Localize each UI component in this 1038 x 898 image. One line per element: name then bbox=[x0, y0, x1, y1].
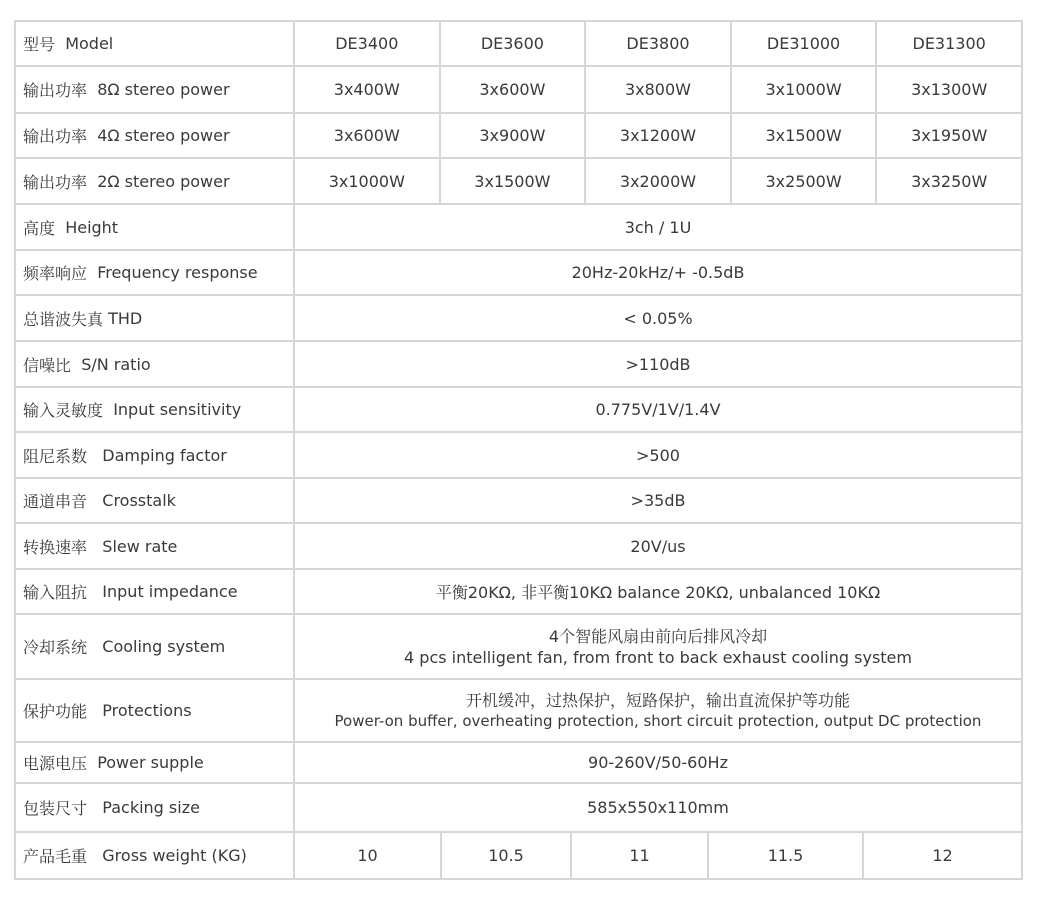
value-cell: 11.5 bbox=[707, 833, 862, 878]
row-protections bbox=[16, 678, 1021, 741]
value-cell: 3x2000W bbox=[584, 159, 730, 203]
label-cn: 总谐波失真 bbox=[23, 309, 104, 329]
label-en: Gross weight (KG) bbox=[102, 846, 247, 865]
row-model bbox=[16, 22, 1021, 65]
label-cn: 高度 bbox=[23, 218, 56, 238]
value-cell: 90-260V/50-60Hz bbox=[588, 753, 728, 772]
label-frequency-response bbox=[16, 251, 295, 294]
label-cn: 输出功率 bbox=[23, 127, 88, 146]
label-cn: 电源电压 bbox=[23, 754, 88, 773]
label-cn: 保护功能 bbox=[23, 702, 88, 721]
value-cell: 平衡20KΩ, 非平衡10KΩ balance 20KΩ, unbalanced 10KΩ bbox=[435, 583, 881, 602]
row-height bbox=[16, 203, 1021, 249]
spec-table bbox=[14, 20, 1023, 880]
row-power-4ohm bbox=[16, 112, 1021, 157]
row-crosstalk bbox=[16, 477, 1021, 522]
label-en: Input impedance bbox=[102, 582, 238, 601]
label-packing-size bbox=[16, 784, 295, 831]
label-cn: 包装尺寸 bbox=[23, 799, 88, 818]
value-cell: 3ch / 1U bbox=[624, 217, 692, 237]
value-cell: >35dB bbox=[630, 491, 686, 510]
label-cn: 冷却系统 bbox=[23, 638, 88, 657]
label-en: Power supple bbox=[97, 753, 204, 772]
value-cell: >500 bbox=[636, 445, 680, 465]
label-en: Packing size bbox=[102, 798, 200, 817]
value-cn: 4个智能风扇由前向后排风冷却 bbox=[548, 626, 768, 646]
label-cn: 输出功率 bbox=[23, 172, 88, 192]
label-cn: 型号 bbox=[23, 35, 56, 54]
label-en: S/N ratio bbox=[81, 354, 151, 374]
row-power-supply bbox=[16, 741, 1021, 782]
label-en: THD bbox=[108, 308, 143, 328]
value-cell: 3x1300W bbox=[875, 67, 1021, 112]
label-cn: 输出功率 bbox=[23, 81, 88, 100]
row-damping-factor bbox=[16, 431, 1021, 477]
label-cn: 阻尼系数 bbox=[23, 446, 88, 466]
label-input-impedance bbox=[16, 570, 295, 613]
value-cell bbox=[295, 680, 1021, 741]
label-en: Damping factor bbox=[102, 445, 227, 465]
label-protections bbox=[16, 680, 295, 741]
value-cell: 3x900W bbox=[439, 114, 585, 157]
label-en: Protections bbox=[102, 701, 192, 720]
row-thd bbox=[16, 294, 1021, 340]
value-cell: 3x600W bbox=[333, 126, 400, 145]
model-cell: DE31300 bbox=[875, 22, 1021, 65]
row-power-2ohm bbox=[16, 157, 1021, 203]
label-model bbox=[16, 22, 295, 65]
value-cell: 10.5 bbox=[440, 833, 570, 878]
model-cell: DE3400 bbox=[335, 34, 399, 53]
label-power-2ohm bbox=[16, 159, 295, 203]
label-cn: 输入阻抗 bbox=[23, 583, 88, 602]
label-en: 8Ω stereo power bbox=[97, 80, 230, 99]
row-cooling-system bbox=[16, 613, 1021, 678]
label-thd bbox=[16, 296, 295, 340]
value-cn: 开机缓冲，过热保护，短路保护，输出直流保护等功能 bbox=[465, 690, 850, 710]
label-slew-rate bbox=[16, 524, 295, 568]
label-cn: 通道串音 bbox=[23, 492, 88, 511]
value-cell: 3x1200W bbox=[584, 114, 730, 157]
label-en: Height bbox=[65, 217, 119, 237]
label-height bbox=[16, 205, 295, 249]
value-cell: 3x800W bbox=[584, 67, 730, 112]
label-cn: 输入灵敏度 bbox=[23, 401, 104, 420]
value-cell: 11 bbox=[570, 833, 707, 878]
row-power-8ohm bbox=[16, 65, 1021, 112]
label-en: Slew rate bbox=[102, 536, 178, 556]
value-cell: 20Hz-20kHz/+ -0.5dB bbox=[571, 263, 745, 282]
label-en: Input sensitivity bbox=[113, 400, 242, 419]
label-crosstalk bbox=[16, 479, 295, 522]
value-en: 4 pcs intelligent fan, from front to back exhaust cooling system bbox=[404, 647, 912, 667]
label-cooling-system bbox=[16, 615, 295, 678]
value-cell: 3x400W bbox=[333, 80, 400, 99]
value-cell: < 0.05% bbox=[623, 308, 693, 328]
model-cell: DE3600 bbox=[439, 22, 585, 65]
value-cell: 3x1000W bbox=[328, 171, 405, 191]
value-cell: 3x2500W bbox=[730, 159, 876, 203]
value-cell bbox=[295, 615, 1021, 678]
value-cell: 3x3250W bbox=[875, 159, 1021, 203]
row-input-sensitivity bbox=[16, 386, 1021, 431]
value-cell: 3x600W bbox=[439, 67, 585, 112]
label-en: Crosstalk bbox=[102, 491, 176, 510]
label-en: Cooling system bbox=[102, 637, 226, 656]
label-cn: 频率响应 bbox=[23, 264, 88, 283]
label-gross-weight bbox=[16, 833, 295, 878]
label-en: Frequency response bbox=[97, 263, 258, 282]
row-slew-rate bbox=[16, 522, 1021, 568]
label-en: 4Ω stereo power bbox=[97, 126, 230, 145]
label-damping-factor bbox=[16, 433, 295, 477]
value-cell: 20V/us bbox=[630, 536, 686, 556]
label-input-sensitivity bbox=[16, 388, 295, 431]
value-cell: 585x550x110mm bbox=[587, 798, 729, 817]
label-power-supply bbox=[16, 743, 295, 782]
label-power-4ohm bbox=[16, 114, 295, 157]
row-gross-weight bbox=[16, 831, 1021, 878]
model-cell: DE3800 bbox=[584, 22, 730, 65]
label-sn-ratio bbox=[16, 342, 295, 386]
label-en: 2Ω stereo power bbox=[97, 171, 230, 191]
label-en: Model bbox=[65, 34, 114, 53]
row-input-impedance bbox=[16, 568, 1021, 613]
value-cell: 3x1500W bbox=[439, 159, 585, 203]
value-cell: 10 bbox=[357, 846, 378, 865]
label-cn: 产品毛重 bbox=[23, 847, 88, 866]
label-cn: 信噪比 bbox=[23, 355, 72, 375]
value-cell: 3x1950W bbox=[875, 114, 1021, 157]
row-frequency-response bbox=[16, 249, 1021, 294]
label-power-8ohm bbox=[16, 67, 295, 112]
value-en: Power-on buffer, overheating protection, short circuit protection, output DC protection bbox=[334, 711, 982, 730]
value-cell: 3x1500W bbox=[730, 114, 876, 157]
value-cell: 0.775V/1V/1.4V bbox=[595, 400, 721, 419]
row-packing-size bbox=[16, 782, 1021, 831]
model-cell: DE31000 bbox=[730, 22, 876, 65]
value-cell: >110dB bbox=[625, 354, 691, 374]
value-cell: 3x1000W bbox=[730, 67, 876, 112]
label-cn: 转换速率 bbox=[23, 537, 88, 557]
value-cell: 12 bbox=[862, 833, 1021, 878]
row-sn-ratio bbox=[16, 340, 1021, 386]
